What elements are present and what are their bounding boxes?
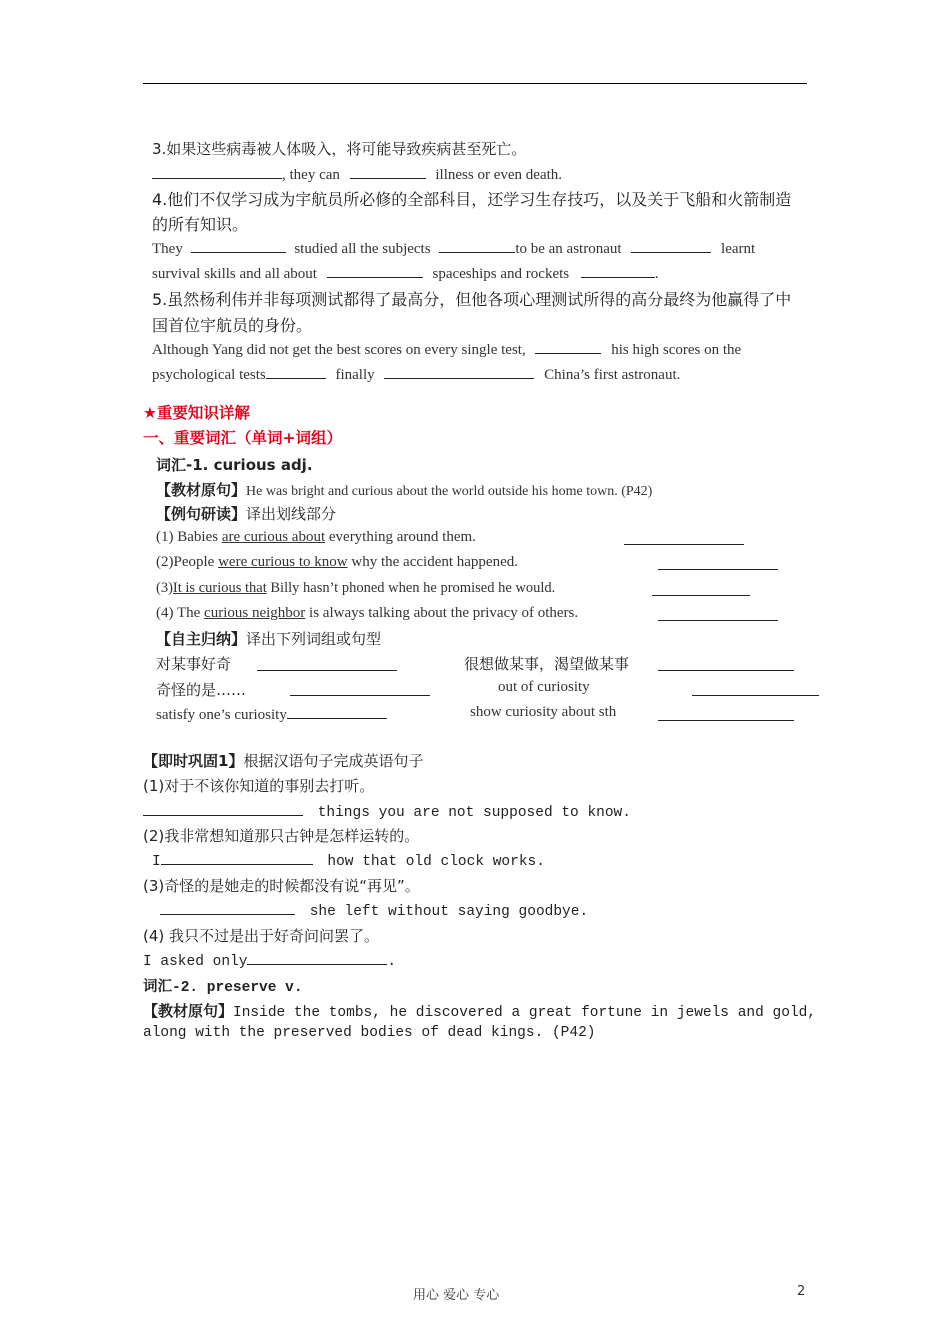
practice1-s2-en: I how that old clock works. bbox=[152, 850, 545, 870]
practice1-s1-en: things you are not supposed to know. bbox=[143, 801, 631, 821]
practice1-heading: 【即时巩固1】根据汉语句子完成英语句子 bbox=[143, 752, 424, 770]
practice1-s3-en: she left without saying goodbye. bbox=[160, 900, 588, 920]
vocab1-study: 【例句研读】译出划线部分 bbox=[156, 505, 337, 523]
blank[interactable] bbox=[327, 263, 423, 278]
q3-chinese: 3.如果这些病毒被人体吸入，将可能导致疾病甚至死亡。 bbox=[152, 140, 527, 158]
phrase-3: 奇怪的是…… bbox=[156, 681, 247, 699]
header-rule bbox=[143, 83, 807, 84]
phrase-4: out of curiosity bbox=[498, 679, 590, 695]
blank[interactable] bbox=[152, 164, 282, 179]
blank[interactable] bbox=[631, 238, 711, 253]
practice1-s4-en: I asked only . bbox=[143, 950, 396, 970]
blank[interactable] bbox=[161, 850, 313, 865]
blank[interactable] bbox=[266, 364, 326, 379]
q4-english-line1: They studied all the subjects to be an astronaut learnt bbox=[152, 238, 755, 258]
blank[interactable] bbox=[247, 950, 387, 965]
q4-chinese-line2: 的所有知识。 bbox=[152, 215, 249, 234]
vocab1-title: 词汇-1. curious adj. bbox=[156, 456, 313, 474]
practice1-s1-cn: (1)对于不该你知道的事别去打听。 bbox=[143, 777, 375, 795]
q5-english-line2: psychological tests finally China’s first astronaut. bbox=[152, 364, 680, 384]
example-2: (2)People were curious to know why the accident happened. bbox=[156, 554, 518, 570]
answer-line[interactable] bbox=[658, 670, 794, 671]
answer-line[interactable] bbox=[658, 720, 794, 721]
q4-english-line2: survival skills and all about spaceships and rockets . bbox=[152, 263, 659, 283]
vocab2-source-line2: along with the preserved bodies of dead kings. (P42) bbox=[143, 1025, 596, 1041]
practice1-s2-cn: (2)我非常想知道那只古钟是怎样运转的。 bbox=[143, 827, 420, 845]
answer-line[interactable] bbox=[658, 569, 778, 570]
q3-english: , they can illness or even death. bbox=[152, 164, 562, 184]
phrase-6: show curiosity about sth bbox=[470, 704, 617, 720]
blank[interactable] bbox=[535, 339, 601, 354]
phrase-1: 对某事好奇 bbox=[156, 655, 232, 673]
blank[interactable] bbox=[160, 900, 295, 915]
answer-line[interactable] bbox=[692, 695, 819, 696]
page-number: 2 bbox=[797, 1284, 806, 1299]
example-4: (4) The curious neighbor is always talking about the privacy of others. bbox=[156, 605, 579, 621]
phrase-2: 很想做某事，渴望做某事 bbox=[464, 655, 630, 673]
blank[interactable] bbox=[439, 238, 515, 253]
blank[interactable] bbox=[287, 704, 387, 719]
q4-chinese-line1: 4.他们不仅学习成为宇航员所必修的全部科目，还学习生存技巧，以及关于飞船和火箭制造 bbox=[152, 190, 792, 209]
vocab1-source: 【教材原句】He was bright and curious about the world outside his home town. (P42) bbox=[156, 481, 653, 499]
answer-line[interactable] bbox=[658, 620, 778, 621]
vocab2-source-line1: 【教材原句】Inside the tombs, he discovered a great fortune in jewels and gold, bbox=[143, 1002, 817, 1021]
answer-line[interactable] bbox=[290, 695, 430, 696]
answer-line[interactable] bbox=[652, 595, 750, 596]
blank[interactable] bbox=[143, 801, 303, 816]
vocab1-summary: 【自主归纳】译出下列词组或句型 bbox=[156, 630, 382, 648]
q5-chinese-line1: 5.虽然杨利伟并非每项测试都得了最高分，但他各项心理测试所得的高分最终为他赢得了中 bbox=[152, 290, 792, 309]
practice1-s4-cn: (4) 我只不过是出于好奇问问罢了。 bbox=[143, 927, 380, 945]
q5-chinese-line2: 国首位宇航员的身份。 bbox=[152, 316, 313, 335]
blank[interactable] bbox=[581, 263, 655, 278]
q5-english-line1: Although Yang did not get the best scores on every single test, his high scores on the bbox=[152, 339, 741, 359]
footer-slogan: 用心 爱心 专心 bbox=[413, 1288, 500, 1303]
example-1: (1) Babies are curious about everything around them. bbox=[156, 529, 476, 545]
practice1-s3-cn: (3)奇怪的是她走的时候都没有说“再见”。 bbox=[143, 877, 420, 895]
star-title: ★重要知识详解 bbox=[143, 404, 250, 422]
example-3: (3)It is curious that Billy hasn’t phoned when he promised he would. bbox=[156, 580, 556, 596]
blank[interactable] bbox=[191, 238, 286, 253]
vocab2-title: 词汇-2. preserve v. bbox=[143, 980, 303, 996]
blank[interactable] bbox=[384, 364, 534, 379]
answer-line[interactable] bbox=[257, 670, 397, 671]
answer-line[interactable] bbox=[624, 544, 744, 545]
phrase-5: satisfy one’s curiosity bbox=[156, 704, 387, 724]
section-heading: 一、重要词汇（单词+词组） bbox=[143, 429, 342, 447]
blank[interactable] bbox=[350, 164, 426, 179]
